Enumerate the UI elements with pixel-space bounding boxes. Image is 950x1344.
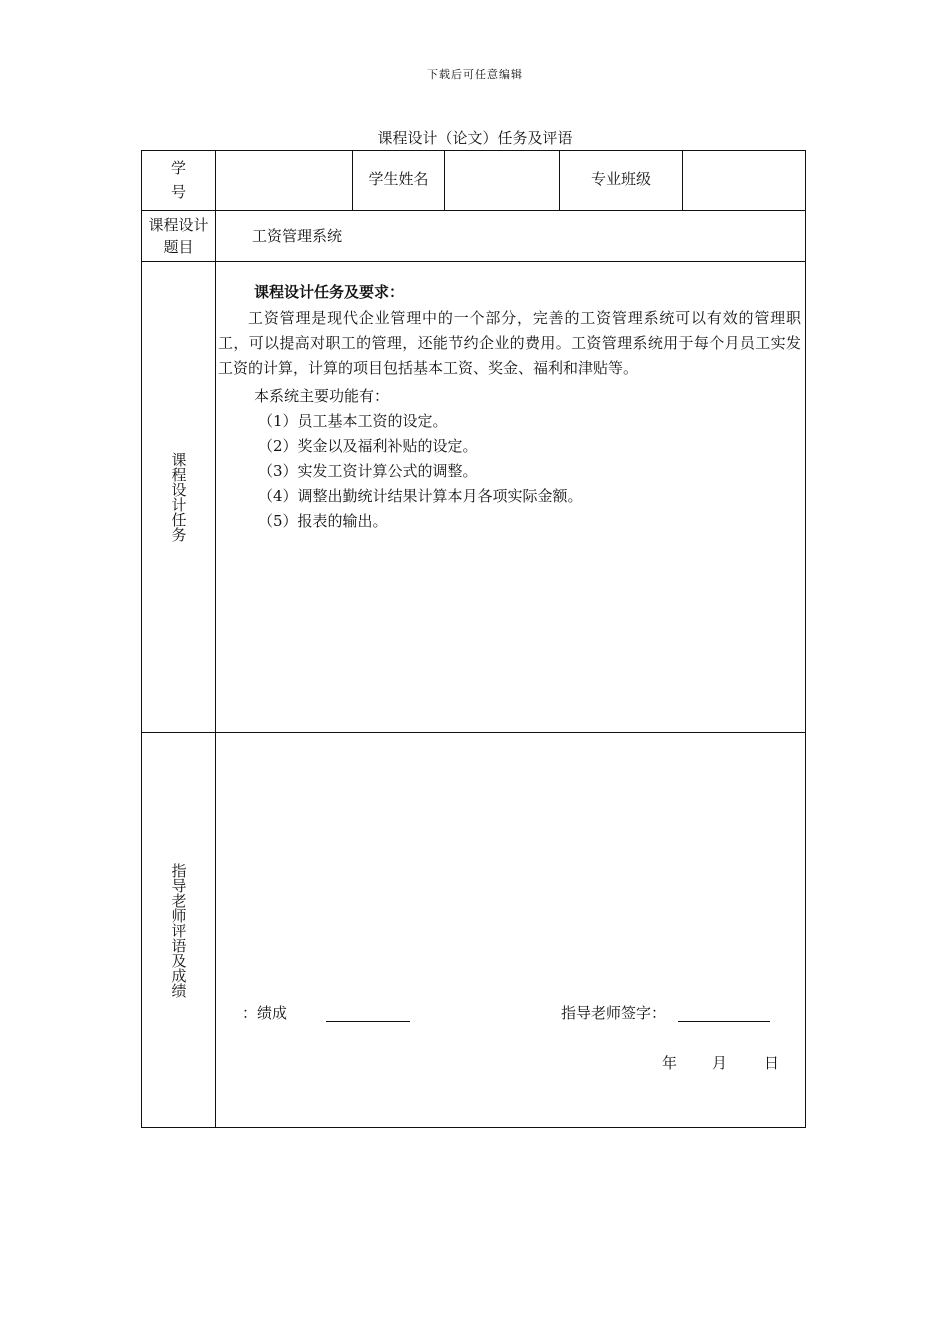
functions-intro: 本系统主要功能有： [254, 387, 390, 405]
function-item: （5）报表的输出。 [258, 512, 388, 530]
function-item: （4）调整出勤统计结果计算本月各项实际金额。 [258, 487, 583, 505]
student-id-field[interactable] [216, 151, 353, 211]
class-label: 专业班级 [560, 151, 683, 211]
task-heading: 课程设计任务及要求： [254, 283, 405, 301]
download-note: 下载后可任意编辑 [427, 68, 523, 81]
signature-field[interactable] [678, 1003, 770, 1022]
comment-row [142, 733, 806, 1128]
student-info-row [142, 151, 806, 211]
comment-content[interactable] [216, 733, 806, 1128]
topic-label: 课程设计题目 [142, 211, 216, 262]
task-label-cell [142, 262, 216, 733]
class-field[interactable] [683, 151, 806, 211]
grade-label: ：绩成 [242, 1004, 288, 1022]
comment-label-cell [142, 733, 216, 1128]
form-title: 课程设计（论文）任务及评语 [377, 129, 573, 147]
assignment-form-table [141, 150, 806, 1128]
signature-label: 指导老师签字： [561, 1004, 667, 1022]
comment-label: 指导老师评语及成绩 [169, 862, 188, 998]
student-name-label: 学生姓名 [353, 151, 445, 211]
date-day-label: 日 [764, 1054, 780, 1072]
topic-value[interactable]: 工资管理系统 [216, 211, 806, 262]
topic-row [142, 211, 806, 262]
task-paragraph: 工资管理是现代企业管理中的一个部分，完善的工资管理系统可以有效的管理职工，可以提高对职工的管理，还能节约企业的费用。工资管理系统用于每个月员工实发工资的计算，计算的项目包括基本工资、奖金、福利和津贴等。 [218, 309, 801, 377]
task-content[interactable] [216, 262, 806, 733]
date-year-label: 年 [662, 1054, 678, 1072]
function-item: （2）奖金以及福利补贴的设定。 [258, 437, 478, 455]
date-month-label: 月 [712, 1054, 728, 1072]
grade-field[interactable] [326, 1003, 410, 1022]
task-label: 课程设计任务 [169, 452, 188, 542]
task-row [142, 262, 806, 733]
function-item: （1）员工基本工资的设定。 [258, 412, 448, 430]
function-item: （3）实发工资计算公式的调整。 [258, 462, 478, 480]
student-name-field[interactable] [445, 151, 560, 211]
student-id-label: 学 号 [142, 151, 216, 211]
